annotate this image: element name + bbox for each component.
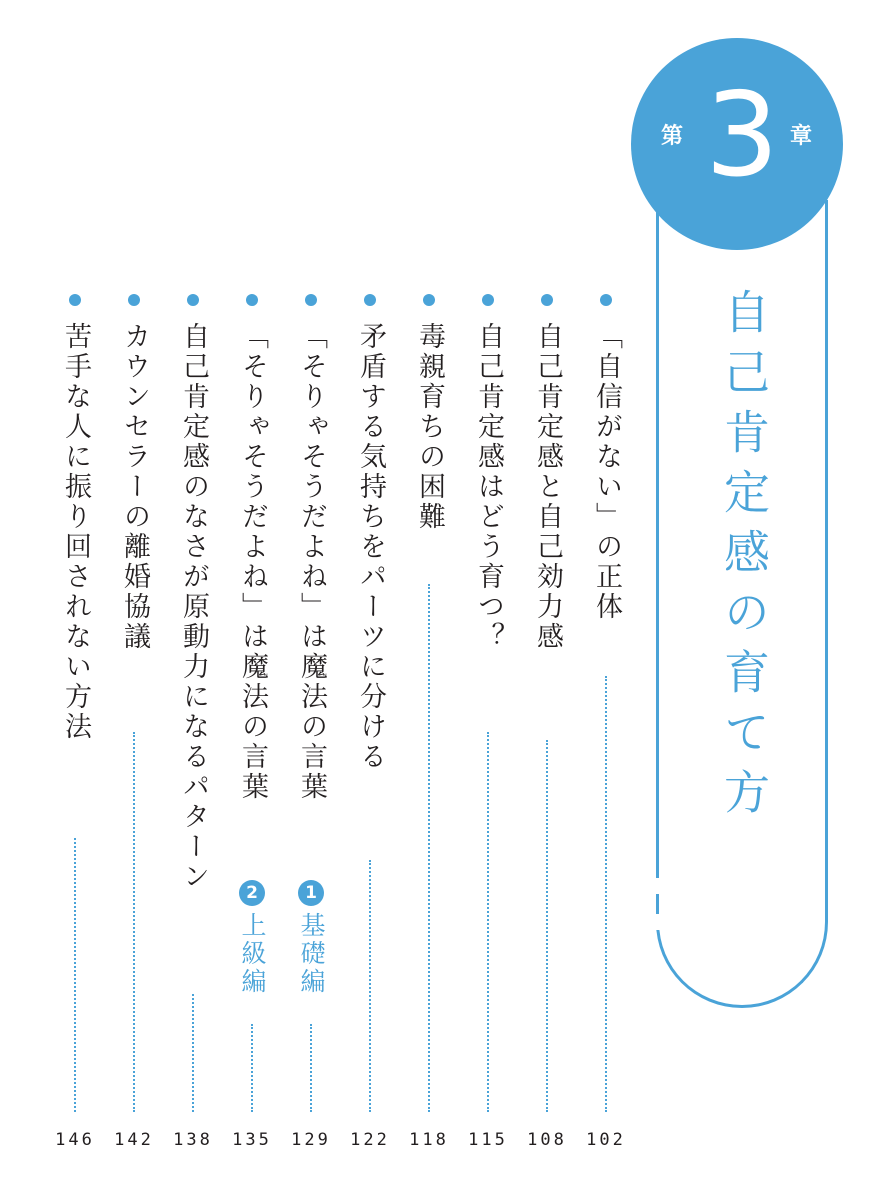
toc-entry[interactable] <box>232 0 272 1178</box>
bullet-dot <box>600 294 612 306</box>
toc-entry[interactable] <box>173 0 213 1178</box>
toc-entry-subtitle-group <box>232 880 272 996</box>
dotted-leader <box>428 584 430 1112</box>
toc-entry-title: カウンセラーの離婚協議 <box>119 322 150 652</box>
chapter-suffix: 章 <box>790 124 813 149</box>
toc-entry-page: 115 <box>468 1130 508 1150</box>
toc-entry[interactable] <box>409 0 449 1178</box>
number-badge: 2 <box>239 880 265 906</box>
dotted-leader <box>487 732 489 1112</box>
dotted-leader <box>192 994 194 1112</box>
bullet-dot <box>128 294 140 306</box>
toc-entry[interactable] <box>468 0 508 1178</box>
bullet-dot <box>364 294 376 306</box>
toc-entry[interactable] <box>114 0 154 1178</box>
toc-entry-title: 毒親育ちの困難 <box>414 322 445 532</box>
toc-entry-page: 142 <box>114 1130 154 1150</box>
toc-entry-subtitle-group <box>291 880 331 996</box>
toc-entry[interactable] <box>586 0 626 1178</box>
toc-entry-page: 102 <box>586 1130 626 1150</box>
toc-entry-subtitle: 基礎編 <box>297 912 326 996</box>
number-badge: 1 <box>298 880 324 906</box>
toc-entry-title: 苦手な人に振り回されない方法 <box>60 322 91 742</box>
toc-entry[interactable] <box>55 0 95 1178</box>
dotted-leader <box>546 740 548 1112</box>
dotted-leader <box>74 838 76 1112</box>
toc-entry-title: 自己肯定感はどう育つ？ <box>473 322 504 652</box>
chapter-number: 3 <box>705 68 779 203</box>
toc-entry-title: 「自信がない」の正体 <box>591 322 622 622</box>
toc-entry-page: 108 <box>527 1130 567 1150</box>
dotted-leader <box>310 1024 312 1112</box>
chapter-prefix: 第 <box>661 124 684 149</box>
toc-entry-title: 「そりゃそうだよね」は魔法の言葉 <box>296 322 327 802</box>
toc-entry-page: 118 <box>409 1130 449 1150</box>
dotted-leader <box>605 676 607 1112</box>
toc-entry-title: 「そりゃそうだよね」は魔法の言葉 <box>237 322 268 802</box>
toc-entry-page: 146 <box>55 1130 95 1150</box>
toc-entry-title: 自己肯定感のなさが原動力になるパターン <box>178 322 209 892</box>
bullet-dot <box>187 294 199 306</box>
toc-entry-title: 矛盾する気持ちをパーツに分ける <box>355 322 386 772</box>
dotted-leader <box>251 1024 253 1112</box>
frame-gap <box>653 914 662 930</box>
frame-gap <box>653 878 662 894</box>
toc-entry[interactable] <box>527 0 567 1178</box>
chapter-title: 自己肯定感の育て方 <box>717 288 771 828</box>
bullet-dot <box>541 294 553 306</box>
bullet-dot <box>69 294 81 306</box>
bullet-dot <box>246 294 258 306</box>
toc-entry[interactable] <box>291 0 331 1178</box>
toc-entry-page: 122 <box>350 1130 390 1150</box>
bullet-dot <box>305 294 317 306</box>
dotted-leader <box>133 732 135 1112</box>
toc-entry-subtitle: 上級編 <box>238 912 267 996</box>
toc-entry-title: 自己肯定感と自己効力感 <box>532 322 563 652</box>
toc-entry-page: 129 <box>291 1130 331 1150</box>
toc-entry-page: 138 <box>173 1130 213 1150</box>
toc-entry-page: 135 <box>232 1130 272 1150</box>
dotted-leader <box>369 860 371 1112</box>
toc-entry[interactable] <box>350 0 390 1178</box>
bullet-dot <box>482 294 494 306</box>
bullet-dot <box>423 294 435 306</box>
